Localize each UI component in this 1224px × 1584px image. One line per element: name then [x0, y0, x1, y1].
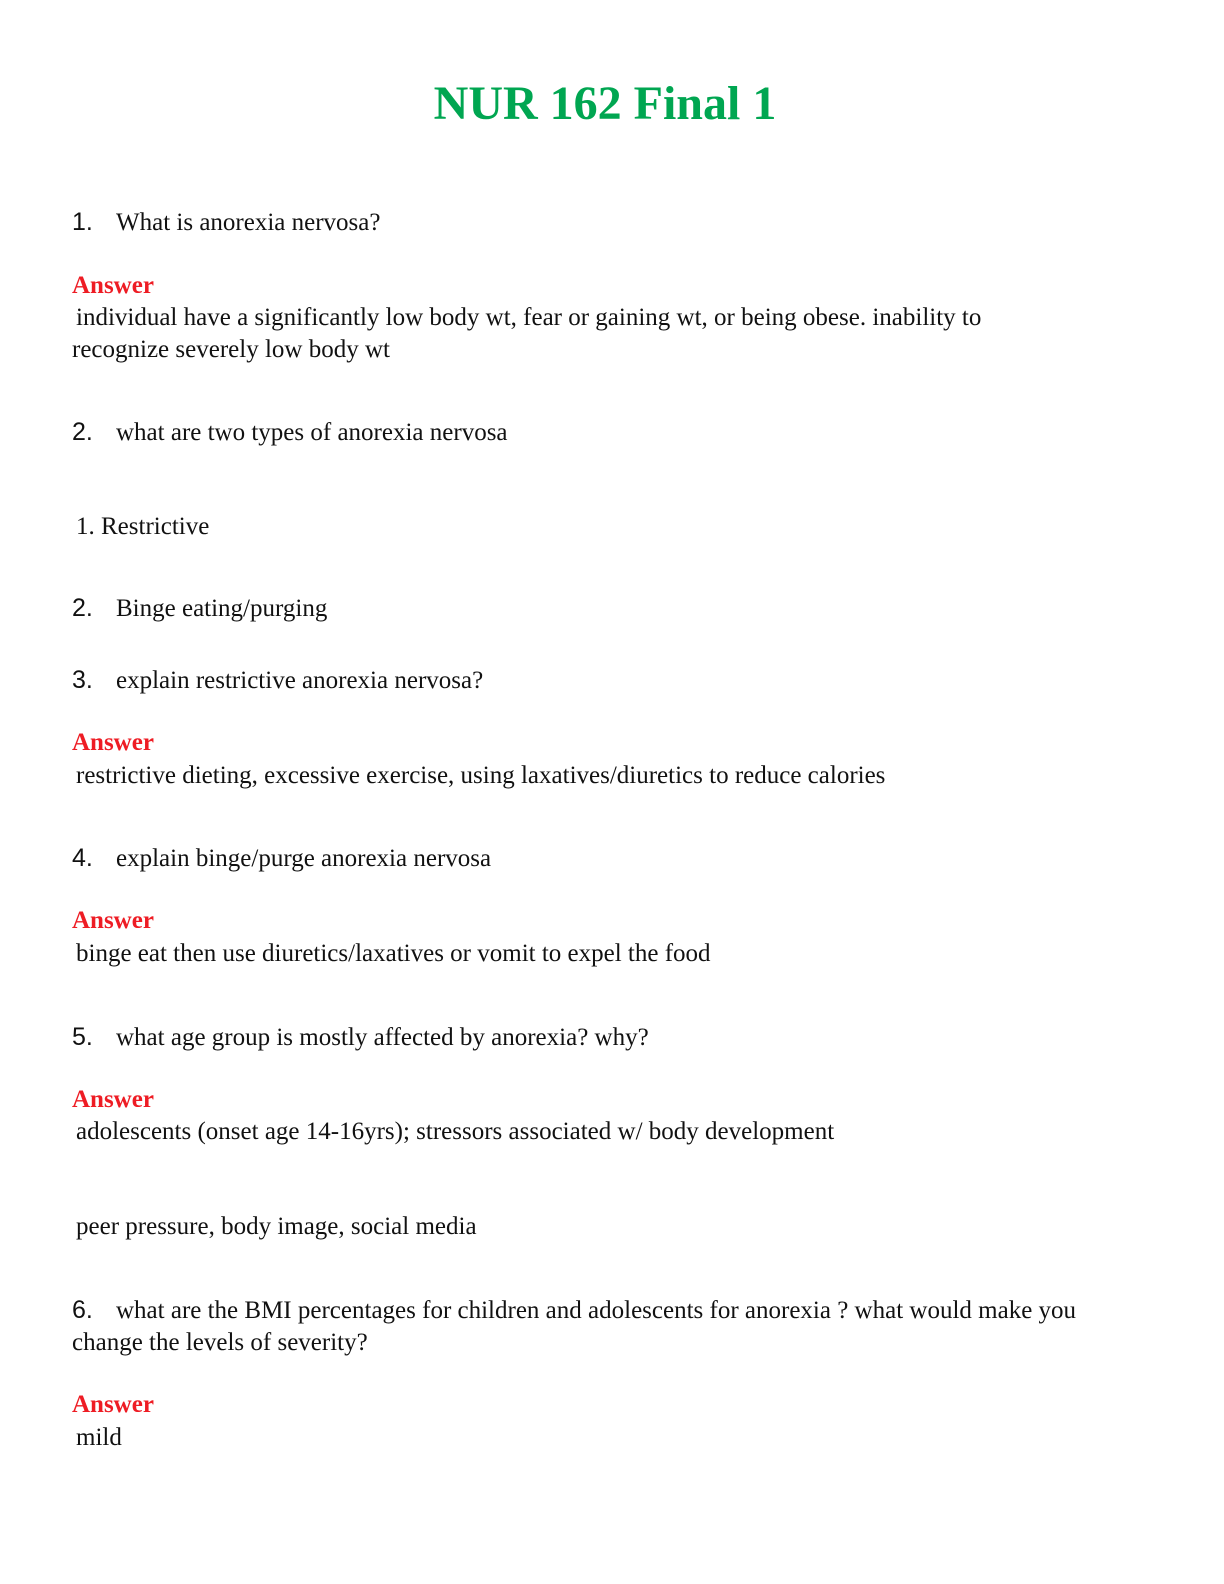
list-item-number: 2.: [72, 594, 93, 622]
answer-text: individual have a significantly low body wt, fear or gaining wt, or being obese. inability to recognize severely low body wt: [72, 304, 982, 363]
question-6: [72, 1294, 1142, 1359]
answer-label: Answer: [72, 729, 154, 756]
answer-text: restrictive dieting, excessive exercise, using laxatives/diuretics to reduce calories: [76, 762, 886, 789]
question-number: 6.: [72, 1296, 93, 1324]
question-text: explain restrictive anorexia nervosa?: [116, 667, 484, 694]
list-item: 1. Restrictive: [76, 513, 210, 540]
list-item: [72, 592, 327, 625]
answer-label: Answer: [72, 907, 154, 934]
page-title: NUR 162 Final 1: [433, 77, 777, 130]
question-1: [72, 206, 380, 239]
answer-label: Answer: [72, 1086, 154, 1113]
question-number: 3.: [72, 666, 93, 694]
question-text: What is anorexia nervosa?: [116, 209, 381, 236]
question-2: [72, 416, 508, 449]
question-text: what age group is mostly affected by anorexia? why?: [116, 1024, 649, 1051]
answer-label: Answer: [72, 272, 154, 299]
answer-text-extra: peer pressure, body image, social media: [76, 1213, 477, 1240]
answer-text: binge eat then use diuretics/laxatives or vomit to expel the food: [76, 940, 711, 967]
answer-label: Answer: [72, 1391, 154, 1418]
answer-text: mild: [76, 1424, 122, 1451]
question-5: [72, 1021, 649, 1054]
question-3: [72, 664, 483, 697]
answer-text: adolescents (onset age 14-16yrs); stressors associated w/ body development: [76, 1118, 835, 1145]
question-number: 4.: [72, 844, 93, 872]
question-text: what are the BMI percentages for children and adolescents for anorexia ? what would make you change the levels of severity?: [72, 1297, 1077, 1356]
question-number: 5.: [72, 1023, 93, 1051]
question-number: 2.: [72, 418, 93, 446]
question-number: 1.: [72, 208, 93, 236]
question-4: [72, 842, 491, 875]
question-text: what are two types of anorexia nervosa: [116, 419, 508, 446]
question-text: explain binge/purge anorexia nervosa: [116, 845, 492, 872]
list-item-text: Binge eating/purging: [116, 595, 328, 622]
